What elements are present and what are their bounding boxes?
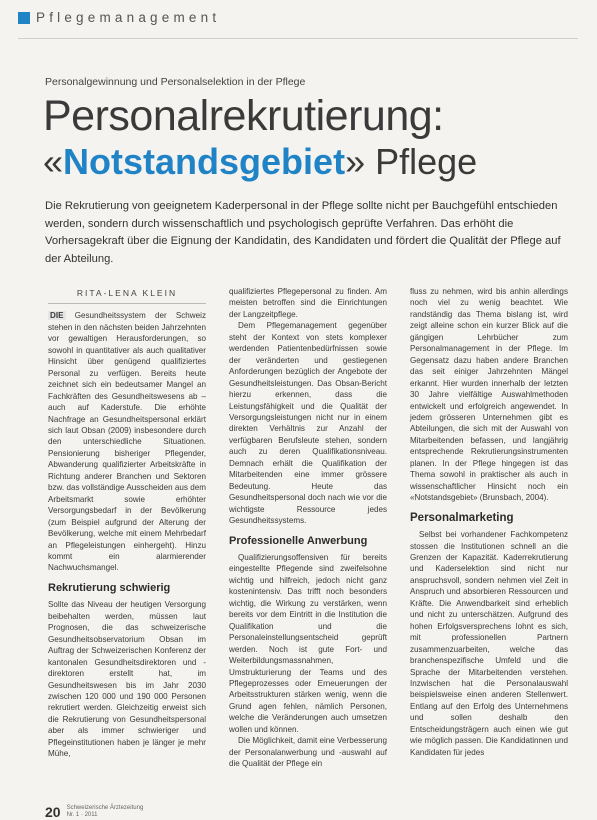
- article-lead: Die Rekrutierung von geeignetem Kaderpersonal in der Pflege sollte nicht per Bauchgefühl entschieden werden, sondern durch wissenschaftlich und psychologisch geprüfte Verfahren. Das erhöht die Vorhersagekraft über die Eignung der Kandidatin, des Kandidaten und fördert die Qualität der Pflege auf der Abteilung.: [45, 200, 561, 265]
- article-column-2: [229, 286, 387, 770]
- section-marker: [18, 12, 30, 24]
- header-rule: [18, 38, 578, 39]
- author-byline: RITA-LENA KLEIN: [76, 288, 178, 298]
- article-title-line1: Personalrekrutierung:: [43, 92, 444, 140]
- publication-line-2: Nr. 1 · 2011: [66, 812, 98, 818]
- dropcap: DIE: [50, 311, 64, 321]
- article-column-3: [410, 286, 568, 758]
- page-number: 20: [45, 804, 61, 820]
- subhead-anwerbung: Professionelle Anwerbung: [229, 534, 368, 547]
- subhead-rekrutierung: Rekrutierung schwierig: [48, 581, 171, 594]
- title-quote-close: » Pflege: [345, 141, 478, 182]
- article-kicker: Personalgewinnung und Personalselektion in der Pflege: [45, 76, 306, 88]
- title-quote-open: «: [43, 141, 64, 182]
- col1-paragraph-2: Sollte das Niveau der heutigen Versorgung beibehalten werden, müssen laut Prognosen, die das schweizerische Gesundheitsobservatorium Obsan im Auftrag der Schweizerischen Konferenz der kantonalen Gesundheitsdirektoren und -direktoren erstellt hat, im Gesundheitswesen bis im Jahr 2030 zwischen 120 000 und 190 000 Personen rekrutiert werden. Gleichzeitig erweist sich die Rekrutierung von Gesundheitspersonal aber als immer schwieriger und Pflegeinstitutionen haben je länger je mehr Mühe,: [48, 600, 206, 759]
- col3-paragraph-2: Selbst bei vorhandener Fachkompetenz stossen die Institutionen schnell an die Grenzen der Kapazität. Kaderrekrutierung und Kaderselektion sind nicht nur anspruchsvoll, sondern nehmen viel Zeit in Anspruch und absorbieren Ressourcen und Kräfte. Die Anwendbarkeit sind erheblich und nicht zu unterschätzen. Aufgrund des hohen Erfolgsversprechens lohnt es sich, mit professionellen Partnern zusammenzuarbeiten, welche das branchenspezifische Umfeld und die Sprache der Mitarbeitenden verstehen. Inzwischen hat die Personalauswahl beispielsweise einen anderen Stellenwert. Entlang auf den Erfolg des Unternehmens und sollen deshalb den Entscheidungsträgern auch einen wie gut wie möglich passen. Die Kandidatinnen und Kandidaten für jedes: [410, 530, 568, 757]
- col1-text-1: Gesundheitssystem der Schweiz stehen in den nächsten beiden Jahrzehnten vor gewaltigen Herausforderungen, so sowohl in quantitativer als auch qualitativer Hinsicht über genügend qualifiziertes Personal zu verfügen. Bereits heute zeichnet sich ein bedeutsamer Mangel an Fachkräften des Gesundheitswesens ab – auch auf Kaderstufe. Die erhöhte Nachfrage an Gesundheitspersonal erklärt sich laut Obsan (2009) insbesondere durch den unterschiedliche Situationen. Pensionierung bisheriger Pflegender, Abwanderung qualifizierter Arbeitskräfte in Richtung anderer Branchen und Sektoren bzw. das vollständige Ausscheiden aus dem Arbeitsmarkt sowie erhöhter Versorgungsbedarf in der Bevölkerung (zum Beispiel aufgrund der Alterung der Bevölkerung, welche mit einem Mehrbedarf an Pflegeleistungen einhergeht). Hinzu kommt ein alarmierender Nachwuchsmangel.: [48, 311, 206, 573]
- title-highlight: Notstandsgebiet: [63, 141, 346, 182]
- byline-rule: [48, 303, 206, 304]
- article-column-1: [48, 286, 206, 760]
- col2-paragraph-2: Dem Pflegemanagement gegenüber steht der Kontext von stets komplexer werdenden Patientenbedürfnissen sowie der veränderten und gestiegenen Anforderungen bezüglich der Angebote der Gesundheitsleistungen. Das Obsan-Bericht hierzu erkennen, dass die Leistungsfähigkeit und die Qualität der Versorgungsleistungen nicht nur in einem direkten Verhältnis zur Anzahl der verfügbaren Berufsleute stehen, sondern auch zu deren Qualifikationsniveau. Demnach erhält die Qualifikation der Mitarbeitenden eine immer grössere Bedeutung. Heute das Gesundheitspersonal doch nach wie vor die wichtigste Ressource jedes Gesundheitssystems.: [229, 321, 387, 526]
- col1-paragraph-1: [48, 310, 206, 573]
- page-footer: [45, 804, 143, 820]
- col2-paragraph-4: Die Möglichkeit, damit eine Verbesserung der Personalanwerbung und -auswahl auf die Qualität der Pflege ein: [229, 736, 387, 769]
- col2-paragraph-1: qualifiziertes Pflegepersonal zu finden. Am meisten betroffen sind die Einrichtungen der Langzeitpflege.: [229, 287, 387, 319]
- publication-line-1: Schweizerische Ärztezeitung: [66, 805, 144, 811]
- col2-paragraph-3: Qualifizierungsoffensiven für bereits eingestellte Pflegende sind zweifelsohne wichtig und hilfreich, jedoch nicht ganz kostenintensiv. Das trifft noch besonders wichtig, die Wirkung zu verstärken, wenn bereits vor dem Eintritt in die Institution die Qualifikation und die Personaleinstellungsentscheid geprüft werden. Noch ist gute Fort- und Weiterbildungsmassnahmen, Umstrukturierung der Teams und des Pflegeprozesses oder Erneuerungen der Arbeitsstrukturen stärken wenig, wenn die Grund agen fehlen, nämlich Personen, welche die Veränderungen auch umsetzen wollen und können.: [229, 552, 387, 734]
- subhead-personalmarketing: Personalmarketing: [410, 511, 514, 524]
- section-header: [18, 10, 220, 25]
- col3-paragraph-1: fluss zu nehmen, wird bis anhin allerdings noch viel zu wenig beachtet. Wie randständig das Thema bislang ist, wird zeigt alleine schon ein kurzer Blick auf die gängigen Lehrbücher zum Personalmanagement in der Pflege. Im Gegensatz dazu haben andere Branchen das seit einiger Jahrzehnten Mängel erkannt. Hier wurden innerhalb der letzten 30 Jahre vielfältige Auswahlmethoden entwickelt und erfolgreich angewendet. In jedem grösseren Unternehmen gibt es Abteilungen, die sich mit der Auswahl von Mitarbeitenden befassen, und langjährig entsprechende Rekrutierungsinstrumenten planen. In der Pflege hingegen ist das Thema sowohl in praktischer als auch in wissenschaftlicher Hinsicht noch ein «Notstandsgebiet» (Brunsbach, 2004).: [410, 287, 568, 503]
- article-title-line2: [43, 140, 477, 184]
- section-title: Pflegemanagement: [36, 10, 221, 25]
